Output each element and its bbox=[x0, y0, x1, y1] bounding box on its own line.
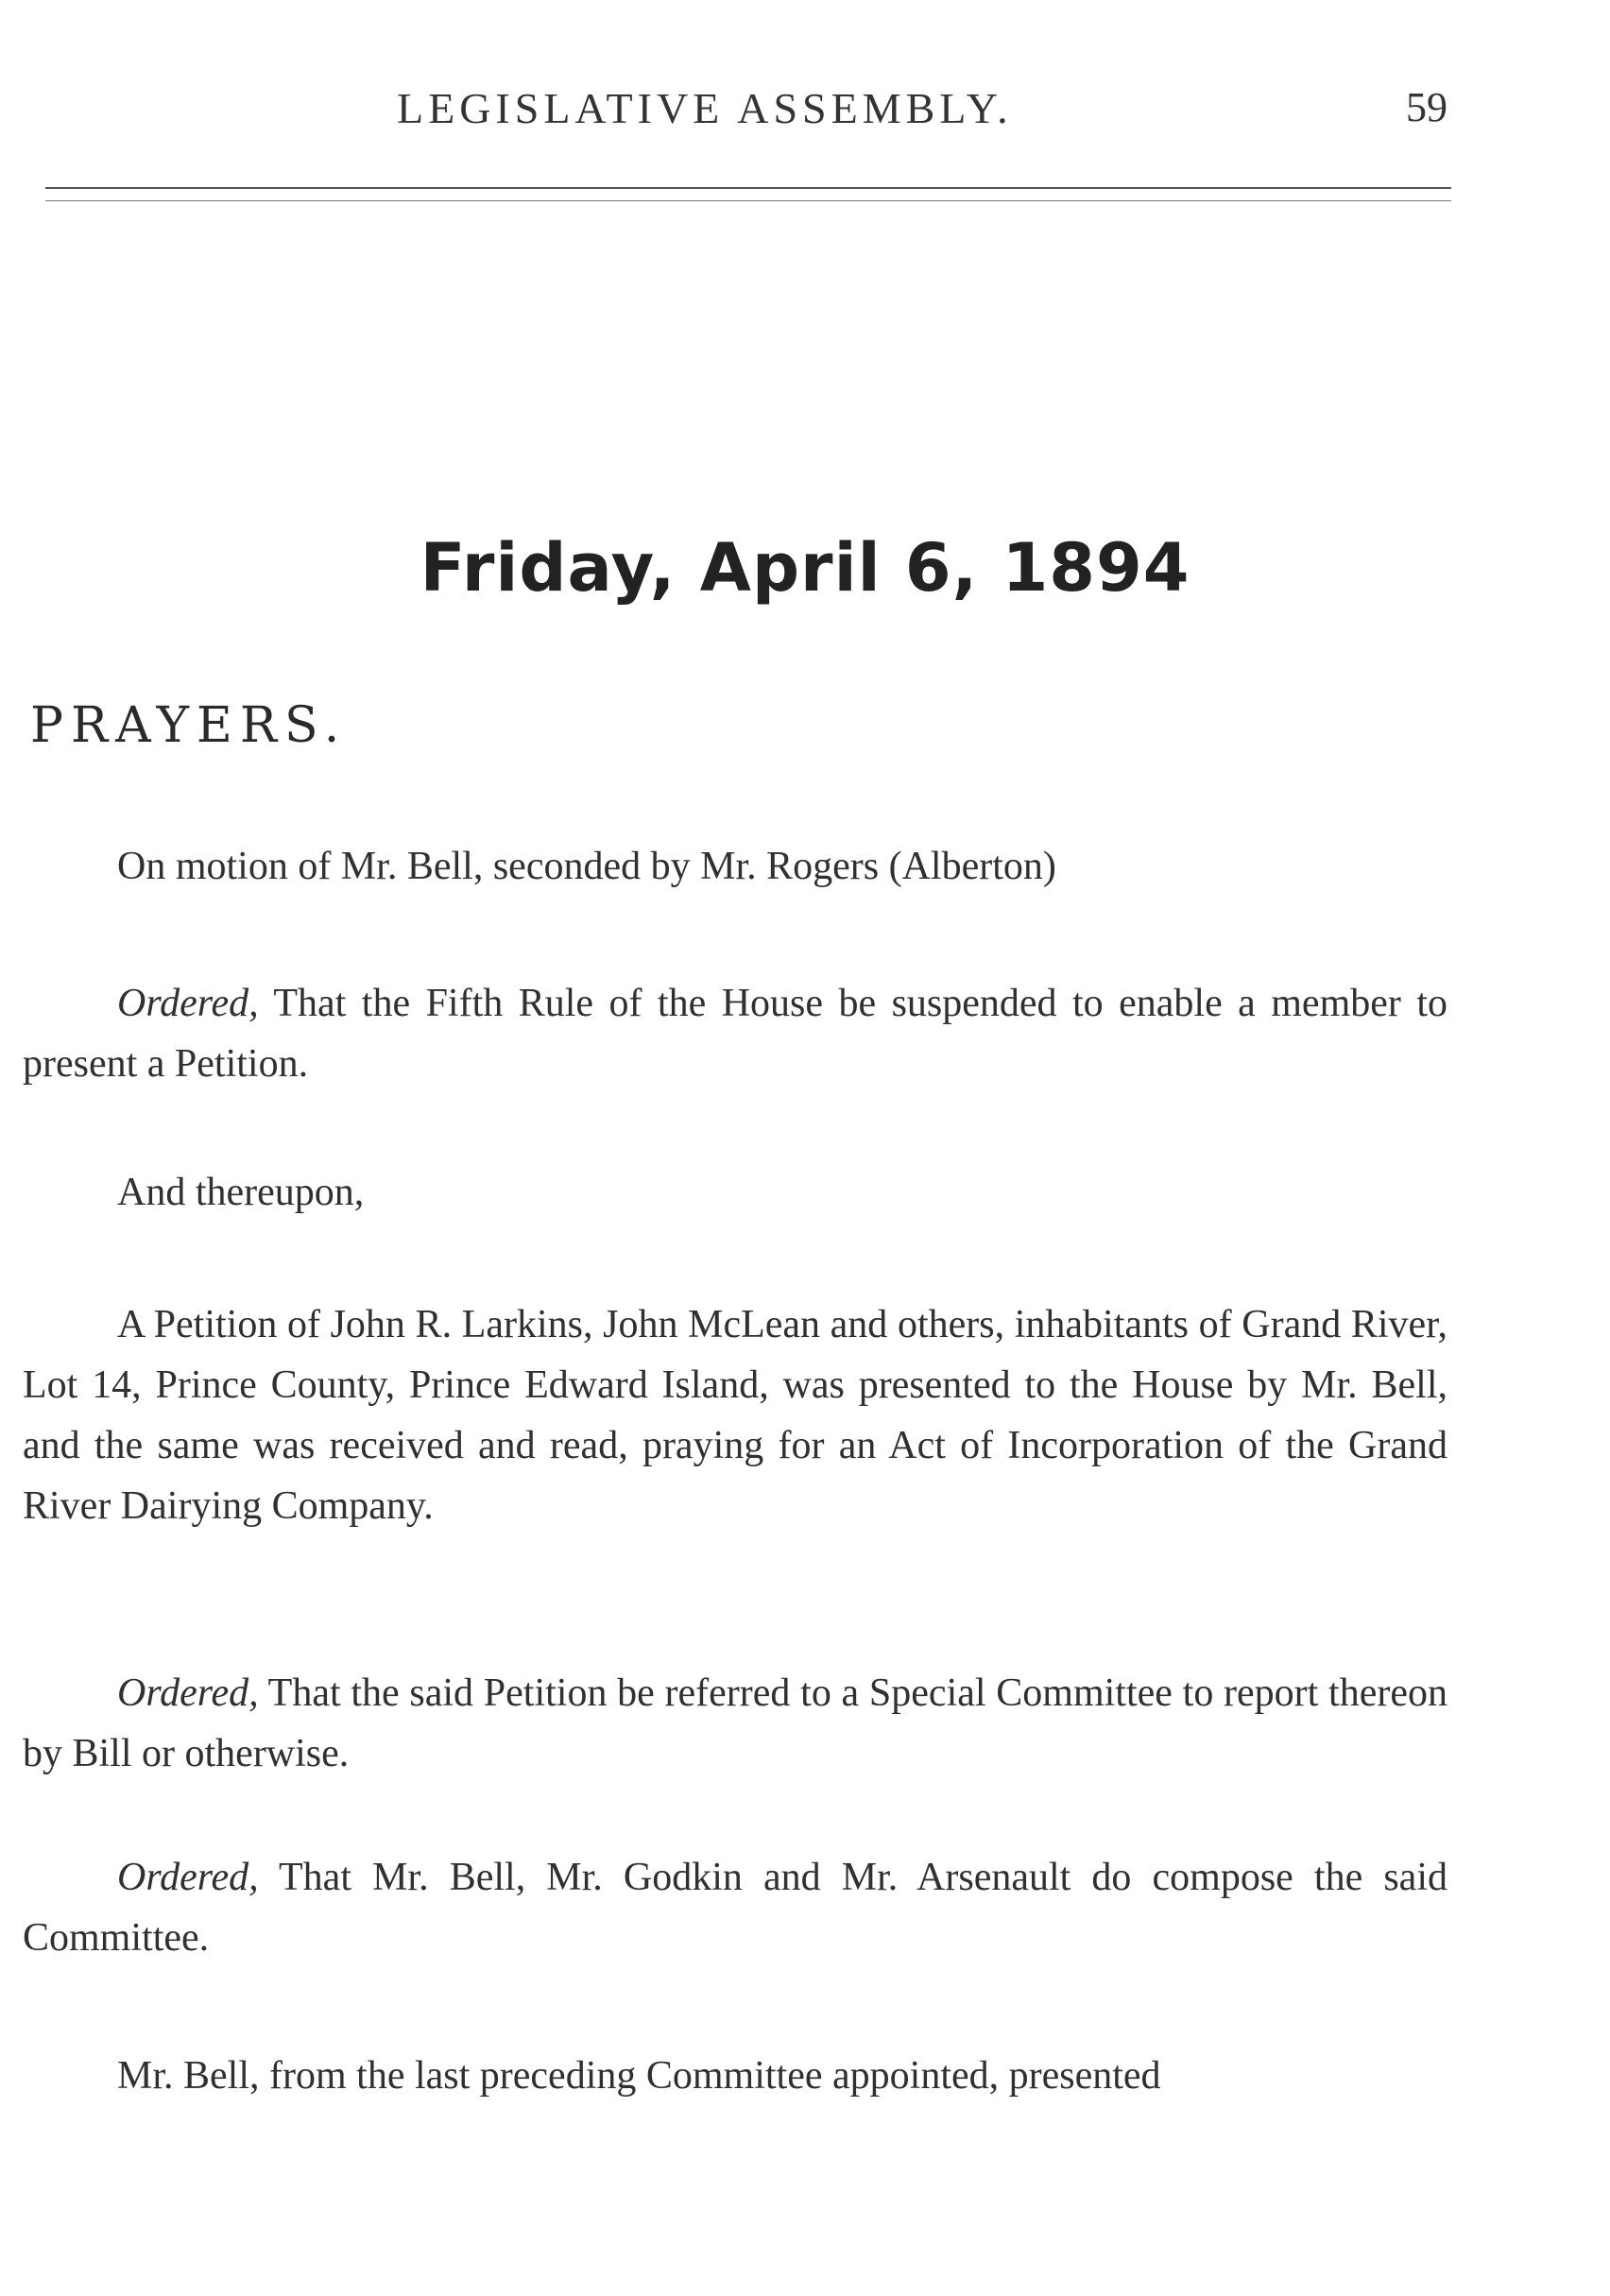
paragraph-text: That Mr. Bell, Mr. Godkin and Mr. Arsenault do compose the said Committee. bbox=[23, 1856, 1447, 1960]
paragraph-lead: Ordered, bbox=[117, 1671, 259, 1715]
paragraph-thereupon bbox=[23, 1162, 1447, 1223]
running-header bbox=[0, 83, 1610, 140]
paragraph-ordered-committee bbox=[23, 1847, 1447, 1968]
paragraph-text: Mr. Bell, from the last preceding Committee appointed, presented bbox=[117, 2054, 1161, 2098]
header-rule-secondary bbox=[45, 200, 1451, 201]
paragraph-ordered-referral bbox=[23, 1663, 1447, 1784]
paragraph-lead: Ordered, bbox=[117, 982, 259, 1025]
paragraph-bell-presented bbox=[23, 2046, 1447, 2106]
paragraph-text: A Petition of John R. Larkins, John McLean and others, inhabitants of Grand River, Lot 14, Prince County, Prince Edward Island, was presented to the House by Mr. Bell, and the same was received and read, praying for an Act of Incorporation of the Grand River Dairying Company. bbox=[23, 1303, 1447, 1528]
date-heading: Friday, April 6, 1894 bbox=[420, 529, 1190, 607]
paragraph-motion bbox=[23, 836, 1447, 897]
paragraph-text: That the said Petition be referred to a Special Committee to report thereon by Bill or otherwise. bbox=[23, 1671, 1447, 1775]
paragraph-petition bbox=[23, 1294, 1447, 1536]
paragraph-text: On motion of Mr. Bell, seconded by Mr. Rogers (Alberton) bbox=[117, 845, 1056, 888]
paragraph-text: And thereupon, bbox=[117, 1171, 365, 1214]
paragraph-lead: Ordered, bbox=[117, 1856, 259, 1899]
page-number: 59 bbox=[1406, 84, 1447, 130]
header-title: LEGISLATIVE ASSEMBLY. bbox=[397, 84, 1013, 132]
header-rule bbox=[45, 187, 1451, 189]
section-heading-prayers: PRAYERS. bbox=[30, 697, 348, 754]
paragraph-text: That the Fifth Rule of the House be suspended to enable a member to present a Petition. bbox=[23, 982, 1447, 1086]
paragraph-ordered-rule bbox=[23, 973, 1447, 1094]
